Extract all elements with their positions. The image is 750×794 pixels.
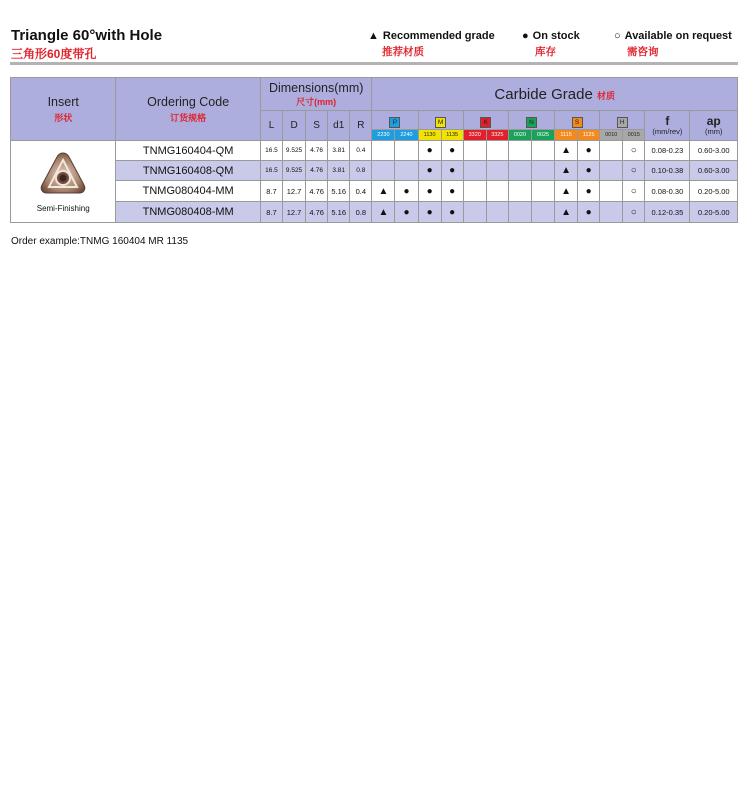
ap-unit: (mm): [704, 127, 723, 136]
grade-mark: ○: [623, 141, 645, 161]
grade-code: 0020: [508, 130, 531, 141]
grade-mark: [531, 161, 554, 181]
grade-code: 2230: [372, 130, 395, 141]
grade-mark: ●: [418, 141, 441, 161]
table-row: [11, 161, 738, 181]
code-header-cn: 订货规格: [170, 112, 207, 123]
group-K: [463, 111, 508, 130]
table-row: [11, 181, 738, 202]
grade-mark: ●: [578, 161, 600, 181]
grade-mark: ○: [623, 181, 645, 202]
group-M: [418, 111, 463, 130]
grade-mark: ▲: [555, 181, 578, 202]
dim-value: 3.81: [328, 161, 350, 181]
carbide-header-cn: 材质: [596, 90, 615, 101]
title-rule: [10, 62, 738, 65]
grade-mark: ●: [395, 202, 418, 223]
grade-mark: [531, 141, 554, 161]
dim-value: 4.76: [306, 141, 328, 161]
table-row: [11, 141, 738, 161]
grade-mark: [463, 141, 486, 161]
page-title: Triangle 60°with Hole: [11, 27, 163, 44]
dot-icon: ●: [522, 30, 529, 42]
dim-value: 9.525: [283, 141, 306, 161]
grade-mark: ▲: [555, 141, 578, 161]
legend-request-label: Available on request: [624, 30, 732, 42]
grade-code: 2240: [395, 130, 418, 141]
grade-mark: ●: [418, 161, 441, 181]
grade-code: 0015: [623, 130, 645, 141]
legend-recommended-label-cn: 推荐材质: [382, 46, 424, 58]
grade-code: 0025: [531, 130, 554, 141]
feed-value: 0.08-0.30: [645, 181, 690, 202]
circle-icon: ○: [614, 30, 621, 42]
dim-value: 3.81: [328, 141, 350, 161]
grade-mark: [463, 181, 486, 202]
dim-value: 0.4: [350, 181, 372, 202]
insert-image-cell: [11, 141, 116, 223]
grade-mark: [486, 181, 508, 202]
dim-value: 5.16: [328, 181, 350, 202]
dim-value: 0.8: [350, 161, 372, 181]
ordering-code: TNMG160408-QM: [116, 161, 261, 181]
depth-value: 0.20-5.00: [690, 202, 738, 223]
ordering-code: TNMG160404-QM: [116, 141, 261, 161]
group-K-letter: K: [480, 117, 491, 128]
legend-recommended-label: Recommended grade: [382, 30, 495, 42]
ap-header: ap: [706, 114, 721, 128]
group-P-letter: P: [389, 117, 400, 128]
dim-value: 16.5: [260, 161, 282, 181]
grade-mark: [508, 161, 531, 181]
table-row: [11, 202, 738, 223]
grade-mark: [600, 181, 623, 202]
grade-mark: [531, 202, 554, 223]
dim-value: 0.8: [350, 202, 372, 223]
insert-type-label: Semi-Finishing: [36, 203, 90, 213]
grade-mark: [486, 161, 508, 181]
dim-header-L: L: [260, 111, 282, 141]
grade-code: 0010: [600, 130, 623, 141]
f-header: f: [665, 114, 670, 128]
grade-mark: [600, 141, 623, 161]
grade-mark: [395, 161, 418, 181]
legend-stock-label-cn: 库存: [535, 46, 556, 58]
code-header: Ordering Code: [147, 94, 230, 109]
feed-value: 0.08-0.23: [645, 141, 690, 161]
grade-mark: [486, 141, 508, 161]
carbide-header-cell: [372, 78, 738, 111]
dim-value: 5.16: [328, 202, 350, 223]
grade-mark: ●: [395, 181, 418, 202]
dim-value: 12.7: [283, 181, 306, 202]
product-table: [10, 77, 738, 223]
grade-code: 3325: [486, 130, 508, 141]
grade-mark: [600, 202, 623, 223]
f-unit: (mm/rev): [652, 127, 683, 136]
dim-value: 16.5: [260, 141, 282, 161]
grade-mark: ●: [441, 202, 463, 223]
dim-value: 0.4: [350, 141, 372, 161]
dims-header: Dimensions(mm): [268, 80, 364, 95]
depth-value: 0.60-3.00: [690, 161, 738, 181]
group-S-letter: S: [572, 117, 583, 128]
insert-header: Insert: [47, 94, 79, 109]
grade-mark: ●: [578, 141, 600, 161]
group-N-letter: N: [526, 117, 537, 128]
group-N: [508, 111, 554, 130]
legend-recommended: [368, 30, 495, 59]
grade-code: 1135: [441, 130, 463, 141]
grade-code: 3320: [463, 130, 486, 141]
insert-header-cell: [11, 78, 116, 141]
dim-value: 9.525: [283, 161, 306, 181]
grade-mark: [463, 161, 486, 181]
dim-value: 8.7: [260, 181, 282, 202]
dims-header-cell: [260, 78, 371, 111]
grade-mark: ○: [623, 202, 645, 223]
ordering-code: TNMG080404-MM: [116, 181, 261, 202]
code-header-cell: [116, 78, 261, 141]
grade-mark: ●: [441, 161, 463, 181]
grade-mark: [600, 161, 623, 181]
feed-value: 0.12-0.35: [645, 202, 690, 223]
grade-code: 1130: [418, 130, 441, 141]
grade-mark: ▲: [555, 202, 578, 223]
grade-mark: [372, 141, 395, 161]
grade-mark: [508, 202, 531, 223]
grade-mark: ▲: [372, 202, 395, 223]
dim-value: 4.76: [306, 161, 328, 181]
group-H: [600, 111, 645, 130]
feed-value: 0.10-0.38: [645, 161, 690, 181]
grade-mark: ▲: [372, 181, 395, 202]
dims-header-cn: 尺寸(mm): [296, 96, 337, 107]
ordering-code: TNMG080408-MM: [116, 202, 261, 223]
dim-header-d1: d1: [328, 111, 350, 141]
grade-mark: ●: [578, 202, 600, 223]
depth-value: 0.60-3.00: [690, 141, 738, 161]
dim-value: 4.76: [306, 181, 328, 202]
dim-value: 4.76: [306, 202, 328, 223]
grade-mark: [508, 141, 531, 161]
ap-header-cell: [690, 111, 738, 141]
depth-value: 0.20-5.00: [690, 181, 738, 202]
legend-request-label-cn: 需咨询: [627, 46, 659, 58]
group-M-letter: M: [435, 117, 446, 128]
carbide-header: Carbide Grade: [494, 85, 593, 103]
grade-mark: ●: [418, 202, 441, 223]
grade-mark: [463, 202, 486, 223]
legend-stock: [522, 30, 580, 59]
dim-header-D: D: [283, 111, 306, 141]
legend-stock-label: On stock: [532, 30, 580, 42]
grade-mark: [531, 181, 554, 202]
grade-mark: [372, 161, 395, 181]
dim-value: 8.7: [260, 202, 282, 223]
f-header-cell: [645, 111, 690, 141]
legend-request: [614, 30, 732, 59]
dim-header-S: S: [306, 111, 328, 141]
dim-header-R: R: [350, 111, 372, 141]
grade-mark: [395, 141, 418, 161]
group-P: [372, 111, 418, 130]
grade-mark: ●: [441, 181, 463, 202]
page-title-cn: 三角形60度带孔: [11, 47, 97, 61]
grade-mark: ●: [441, 141, 463, 161]
order-example: Order example:TNMG 160404 MR 1135: [11, 236, 189, 247]
grade-mark: [486, 202, 508, 223]
grade-mark: [508, 181, 531, 202]
group-S: [555, 111, 600, 130]
dim-value: 12.7: [283, 202, 306, 223]
grade-mark: ▲: [555, 161, 578, 181]
grade-mark: ○: [623, 161, 645, 181]
grade-code: 1125: [578, 130, 600, 141]
grade-mark: ●: [418, 181, 441, 202]
triangle-icon: ▲: [368, 30, 379, 42]
grade-code: 1115: [555, 130, 578, 141]
grade-mark: ●: [578, 181, 600, 202]
group-H-letter: H: [617, 117, 628, 128]
triangle-insert-icon: [39, 151, 87, 195]
insert-header-cn: 形状: [54, 112, 73, 123]
